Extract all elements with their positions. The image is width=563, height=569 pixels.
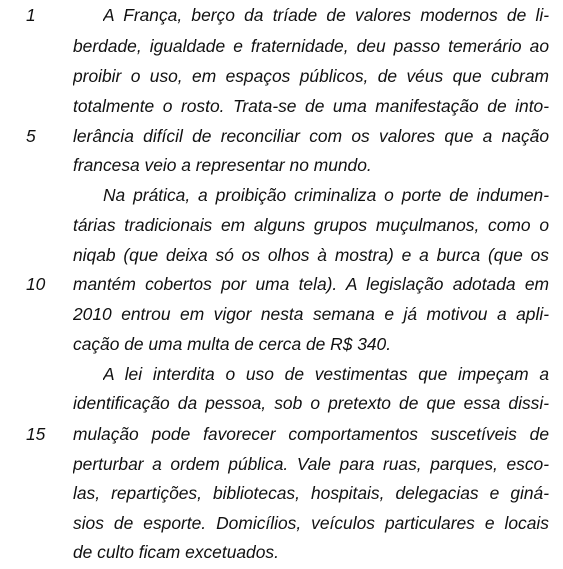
- line-text: mantém cobertos por uma tela). A legislação adotada em: [73, 274, 549, 294]
- line-text: Na prática, a proibição criminaliza o porte de indumen-: [103, 185, 549, 205]
- line-number: 1: [26, 5, 36, 25]
- text-line: [0, 32, 563, 61]
- line-text: francesa veio a representar no mundo.: [73, 155, 372, 175]
- line-text: identificação da pessoa, sob o pretexto de que essa dissi-: [73, 393, 549, 413]
- text-line: [0, 211, 563, 240]
- line-text: A lei interdita o uso de vestimentas que impeçam a: [103, 364, 549, 384]
- line-number: 15: [26, 424, 46, 444]
- text-line: [0, 330, 563, 359]
- text-line: [0, 270, 563, 299]
- line-text: perturbar a ordem pública. Vale para ruas, parques, esco-: [73, 454, 549, 474]
- text-line: [0, 450, 563, 479]
- text-line: [0, 538, 563, 567]
- text-line: [0, 92, 563, 121]
- text-line: [0, 420, 563, 449]
- text-line: [0, 300, 563, 329]
- line-text: mulação pode favorecer comportamentos suscetíveis de: [73, 424, 549, 444]
- text-line: [0, 389, 563, 418]
- line-text: 2010 entrou em vigor nesta semana e já motivou a apli-: [73, 304, 549, 324]
- line-number: 10: [26, 274, 46, 294]
- text-line: [0, 62, 563, 91]
- line-text: lerância difícil de reconciliar com os valores que a nação: [73, 126, 549, 146]
- text-line: [0, 479, 563, 508]
- line-text: de culto ficam excetuados.: [73, 542, 279, 562]
- text-line: [0, 360, 563, 389]
- line-text: berdade, igualdade e fraternidade, deu passo temerário ao: [73, 36, 549, 56]
- line-text: niqab (que deixa só os olhos à mostra) e a burca (que os: [73, 245, 549, 265]
- line-text: tárias tradicionais em alguns grupos muçulmanos, como o: [73, 215, 549, 235]
- line-text: las, repartições, bibliotecas, hospitais, delegacias e giná-: [73, 483, 549, 503]
- line-text: proibir o uso, em espaços públicos, de véus que cubram: [73, 66, 549, 86]
- line-text: totalmente o rosto. Trata-se de uma manifestação de into-: [73, 96, 549, 116]
- text-line: [0, 181, 563, 210]
- line-text: A França, berço da tríade de valores modernos de li-: [103, 5, 549, 25]
- text-line: [0, 122, 563, 151]
- text-line: [0, 1, 563, 30]
- line-text: sios de esporte. Domicílios, veículos particulares e locais: [73, 513, 549, 533]
- line-text: cação de uma multa de cerca de R$ 340.: [73, 334, 392, 354]
- text-line: [0, 241, 563, 270]
- line-number: 5: [26, 126, 36, 146]
- text-line: [0, 151, 563, 180]
- text-line: [0, 509, 563, 538]
